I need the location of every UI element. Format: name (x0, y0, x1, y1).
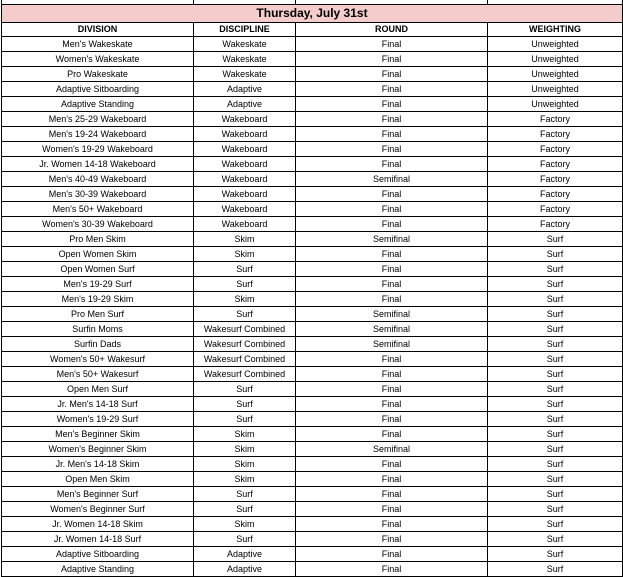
discipline-cell[interactable]: Wakeboard (194, 187, 296, 202)
division-cell[interactable]: Jr. Women 14-18 Skim (2, 517, 194, 532)
table-row (2, 412, 623, 427)
division-cell[interactable]: Jr. Women 14-18 Wakeboard (2, 157, 194, 172)
round-cell[interactable]: Final (296, 292, 488, 307)
division-cell[interactable]: Women's Beginner Skim (2, 442, 194, 457)
table-row (2, 187, 623, 202)
weighting-cell[interactable]: Unweighted (488, 52, 623, 67)
discipline-cell[interactable]: Surf (194, 382, 296, 397)
table-row (2, 172, 623, 187)
weighting-cell[interactable]: Surf (488, 292, 623, 307)
table-row (2, 262, 623, 277)
weighting-cell[interactable]: Surf (488, 262, 623, 277)
weighting-cell[interactable]: Factory (488, 172, 623, 187)
round-cell[interactable]: Final (296, 37, 488, 52)
table-row (2, 307, 623, 322)
weighting-cell[interactable]: Surf (488, 337, 623, 352)
discipline-cell[interactable]: Skim (194, 472, 296, 487)
table-row (2, 277, 623, 292)
round-cell[interactable]: Semifinal (296, 442, 488, 457)
table-row (2, 472, 623, 487)
weighting-cell[interactable]: Surf (488, 232, 623, 247)
weighting-cell[interactable]: Factory (488, 142, 623, 157)
division-cell[interactable]: Women's 50+ Wakesurf (2, 352, 194, 367)
weighting-cell[interactable]: Surf (488, 442, 623, 457)
division-cell[interactable]: Open Women Skim (2, 247, 194, 262)
division-cell[interactable]: Surfin Moms (2, 322, 194, 337)
round-cell[interactable]: Final (296, 157, 488, 172)
discipline-cell[interactable]: Surf (194, 277, 296, 292)
table-row (2, 67, 623, 82)
weighting-cell[interactable]: Unweighted (488, 67, 623, 82)
round-cell[interactable]: Final (296, 412, 488, 427)
discipline-cell[interactable]: Wakesurf Combined (194, 352, 296, 367)
discipline-cell[interactable]: Wakeskate (194, 52, 296, 67)
division-cell[interactable]: Men's 19-29 Surf (2, 277, 194, 292)
discipline-cell[interactable]: Skim (194, 232, 296, 247)
table-row (2, 532, 623, 547)
round-cell[interactable]: Final (296, 532, 488, 547)
table-row (2, 517, 623, 532)
weighting-cell[interactable]: Factory (488, 217, 623, 232)
table-row (2, 292, 623, 307)
table-row (2, 427, 623, 442)
division-cell[interactable]: Adaptive Sitboarding (2, 547, 194, 562)
division-cell[interactable]: Women's Wakeskate (2, 52, 194, 67)
weighting-cell[interactable]: Surf (488, 547, 623, 562)
discipline-cell[interactable]: Adaptive (194, 562, 296, 577)
round-cell[interactable]: Final (296, 217, 488, 232)
weighting-cell[interactable]: Surf (488, 247, 623, 262)
date-heading[interactable]: Thursday, July 31st (2, 5, 623, 23)
discipline-cell[interactable]: Wakeboard (194, 172, 296, 187)
division-cell[interactable]: Women's 30-39 Wakeboard (2, 217, 194, 232)
round-cell[interactable]: Final (296, 562, 488, 577)
discipline-cell[interactable]: Surf (194, 502, 296, 517)
division-cell[interactable]: Jr. Men's 14-18 Skim (2, 457, 194, 472)
round-cell[interactable]: Final (296, 67, 488, 82)
weighting-cell[interactable]: Surf (488, 532, 623, 547)
round-cell[interactable]: Final (296, 187, 488, 202)
round-cell[interactable]: Semifinal (296, 337, 488, 352)
division-cell[interactable]: Adaptive Standing (2, 97, 194, 112)
division-cell[interactable]: Women's 19-29 Surf (2, 412, 194, 427)
discipline-cell[interactable]: Wakeboard (194, 202, 296, 217)
weighting-cell[interactable]: Surf (488, 517, 623, 532)
discipline-cell[interactable]: Surf (194, 262, 296, 277)
table-row (2, 202, 623, 217)
round-cell[interactable]: Final (296, 487, 488, 502)
table-row (2, 97, 623, 112)
table-row (2, 352, 623, 367)
table-row (2, 52, 623, 67)
division-cell[interactable]: Men's 40-49 Wakeboard (2, 172, 194, 187)
table-row (2, 487, 623, 502)
round-cell[interactable]: Final (296, 517, 488, 532)
division-cell[interactable]: Men's 50+ Wakeboard (2, 202, 194, 217)
table-row (2, 562, 623, 577)
weighting-cell[interactable]: Surf (488, 562, 623, 577)
round-cell[interactable]: Final (296, 142, 488, 157)
discipline-cell[interactable]: Skim (194, 292, 296, 307)
round-cell[interactable]: Final (296, 457, 488, 472)
division-cell[interactable]: Surfin Dads (2, 337, 194, 352)
round-cell[interactable]: Final (296, 127, 488, 142)
discipline-cell[interactable]: Wakeboard (194, 142, 296, 157)
discipline-cell[interactable]: Skim (194, 457, 296, 472)
discipline-cell[interactable]: Surf (194, 532, 296, 547)
column-header-discipline[interactable]: DISCIPLINE (194, 23, 296, 37)
table-row (2, 142, 623, 157)
division-cell[interactable]: Jr. Men's 14-18 Surf (2, 397, 194, 412)
weighting-cell[interactable]: Factory (488, 187, 623, 202)
discipline-cell[interactable]: Wakesurf Combined (194, 322, 296, 337)
division-cell[interactable]: Pro Men Surf (2, 307, 194, 322)
round-cell[interactable]: Final (296, 352, 488, 367)
round-cell[interactable]: Final (296, 247, 488, 262)
division-cell[interactable]: Open Men Skim (2, 472, 194, 487)
weighting-cell[interactable]: Unweighted (488, 37, 623, 52)
table-row (2, 382, 623, 397)
weighting-cell[interactable]: Surf (488, 352, 623, 367)
round-cell[interactable]: Final (296, 547, 488, 562)
column-header-weighting[interactable]: WEIGHTING (488, 23, 623, 37)
discipline-cell[interactable]: Surf (194, 412, 296, 427)
round-cell[interactable]: Semifinal (296, 307, 488, 322)
discipline-cell[interactable]: Skim (194, 247, 296, 262)
weighting-cell[interactable]: Surf (488, 412, 623, 427)
division-cell[interactable]: Women's Beginner Surf (2, 502, 194, 517)
round-cell[interactable]: Final (296, 97, 488, 112)
schedule-table (1, 0, 623, 577)
weighting-cell[interactable]: Surf (488, 277, 623, 292)
round-cell[interactable]: Final (296, 262, 488, 277)
discipline-cell[interactable]: Adaptive (194, 97, 296, 112)
table-row (2, 217, 623, 232)
weighting-cell[interactable]: Surf (488, 427, 623, 442)
round-cell[interactable]: Final (296, 397, 488, 412)
weighting-cell[interactable]: Surf (488, 502, 623, 517)
weighting-cell[interactable]: Unweighted (488, 97, 623, 112)
division-cell[interactable]: Men's Beginner Skim (2, 427, 194, 442)
table-row (2, 337, 623, 352)
weighting-cell[interactable]: Surf (488, 397, 623, 412)
division-cell[interactable]: Women's 19-29 Wakeboard (2, 142, 194, 157)
division-cell[interactable]: Men's 50+ Wakesurf (2, 367, 194, 382)
division-cell[interactable]: Men's 25-29 Wakeboard (2, 112, 194, 127)
round-cell[interactable]: Final (296, 427, 488, 442)
table-row (2, 547, 623, 562)
weighting-cell[interactable]: Surf (488, 472, 623, 487)
table-row (2, 367, 623, 382)
round-cell[interactable]: Final (296, 52, 488, 67)
discipline-cell[interactable]: Wakeboard (194, 157, 296, 172)
date-heading-row (2, 5, 623, 23)
weighting-cell[interactable]: Factory (488, 157, 623, 172)
round-cell[interactable]: Final (296, 472, 488, 487)
table-row (2, 442, 623, 457)
table-row (2, 82, 623, 97)
discipline-cell[interactable]: Surf (194, 487, 296, 502)
weighting-cell[interactable]: Factory (488, 112, 623, 127)
column-header-division[interactable]: DIVISION (2, 23, 194, 37)
weighting-cell[interactable]: Surf (488, 367, 623, 382)
discipline-cell[interactable]: Surf (194, 397, 296, 412)
round-cell[interactable]: Final (296, 112, 488, 127)
division-cell[interactable]: Men's 30-39 Wakeboard (2, 187, 194, 202)
discipline-cell[interactable]: Skim (194, 517, 296, 532)
discipline-cell[interactable]: Skim (194, 442, 296, 457)
table-row (2, 127, 623, 142)
weighting-cell[interactable]: Surf (488, 307, 623, 322)
round-cell[interactable]: Semifinal (296, 232, 488, 247)
round-cell[interactable]: Semifinal (296, 322, 488, 337)
round-cell[interactable]: Final (296, 277, 488, 292)
weighting-cell[interactable]: Factory (488, 202, 623, 217)
round-cell[interactable]: Final (296, 502, 488, 517)
round-cell[interactable]: Final (296, 202, 488, 217)
division-cell[interactable]: Adaptive Sitboarding (2, 82, 194, 97)
round-cell[interactable]: Final (296, 382, 488, 397)
table-row (2, 502, 623, 517)
discipline-cell[interactable]: Wakesurf Combined (194, 367, 296, 382)
round-cell[interactable]: Semifinal (296, 172, 488, 187)
discipline-cell[interactable]: Surf (194, 307, 296, 322)
table-row (2, 457, 623, 472)
division-cell[interactable]: Men's 19-29 Skim (2, 292, 194, 307)
discipline-cell[interactable]: Adaptive (194, 82, 296, 97)
table-row (2, 232, 623, 247)
weighting-cell[interactable]: Factory (488, 127, 623, 142)
round-cell[interactable]: Final (296, 367, 488, 382)
weighting-cell[interactable]: Surf (488, 457, 623, 472)
weighting-cell[interactable]: Surf (488, 382, 623, 397)
division-cell[interactable]: Adaptive Standing (2, 562, 194, 577)
discipline-cell[interactable]: Wakeskate (194, 37, 296, 52)
table-row (2, 322, 623, 337)
discipline-cell[interactable]: Wakeboard (194, 217, 296, 232)
division-cell[interactable]: Pro Wakeskate (2, 67, 194, 82)
division-cell[interactable]: Men's Beginner Surf (2, 487, 194, 502)
weighting-cell[interactable]: Surf (488, 487, 623, 502)
table-row (2, 397, 623, 412)
column-header-row (2, 23, 623, 37)
division-cell[interactable]: Pro Men Skim (2, 232, 194, 247)
division-cell[interactable]: Open Women Surf (2, 262, 194, 277)
table-row (2, 112, 623, 127)
table-row (2, 37, 623, 52)
discipline-cell[interactable]: Adaptive (194, 547, 296, 562)
discipline-cell[interactable]: Wakeboard (194, 127, 296, 142)
discipline-cell[interactable]: Skim (194, 427, 296, 442)
column-header-round[interactable]: ROUND (296, 23, 488, 37)
division-cell[interactable]: Open Men Surf (2, 382, 194, 397)
table-row (2, 157, 623, 172)
table-row (2, 247, 623, 262)
discipline-cell[interactable]: Wakeboard (194, 112, 296, 127)
weighting-cell[interactable]: Unweighted (488, 82, 623, 97)
round-cell[interactable]: Final (296, 82, 488, 97)
weighting-cell[interactable]: Surf (488, 322, 623, 337)
discipline-cell[interactable]: Wakesurf Combined (194, 337, 296, 352)
division-cell[interactable]: Jr. Women 14-18 Surf (2, 532, 194, 547)
discipline-cell[interactable]: Wakeskate (194, 67, 296, 82)
division-cell[interactable]: Men's 19-24 Wakeboard (2, 127, 194, 142)
division-cell[interactable]: Men's Wakeskate (2, 37, 194, 52)
